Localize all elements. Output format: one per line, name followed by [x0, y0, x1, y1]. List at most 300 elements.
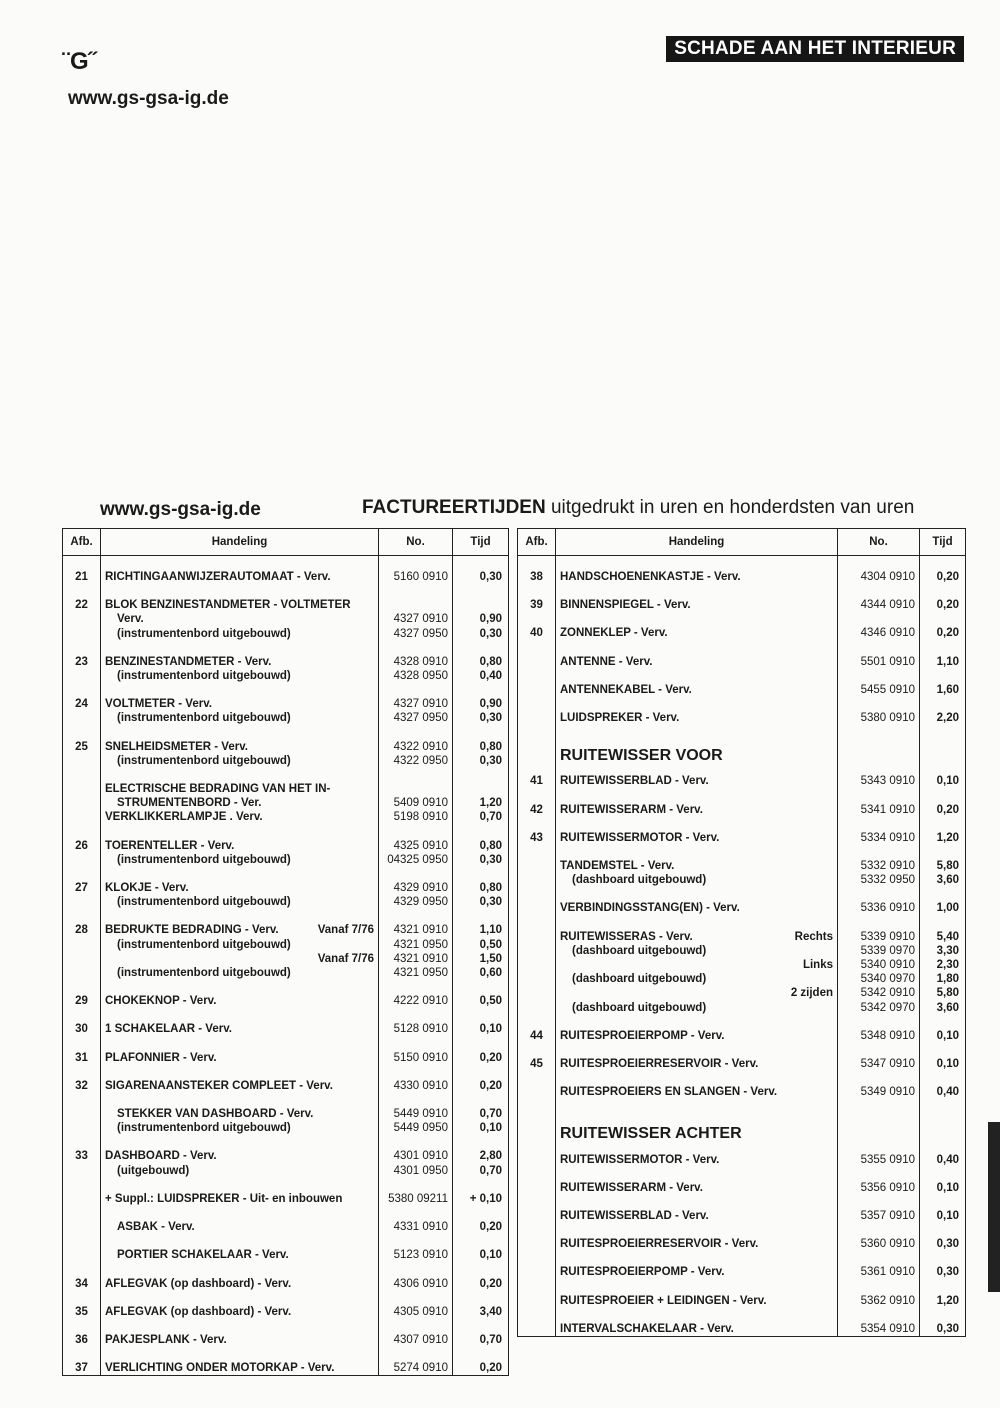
handeling-cell [101, 584, 379, 612]
table-row [518, 697, 966, 725]
handeling-cell [101, 1347, 379, 1376]
handeling-text: LUIDSPREKER - Verv. [560, 712, 680, 725]
handeling-text: (uitgebouwd) [117, 1164, 190, 1177]
handeling-line [560, 711, 833, 725]
handeling-text: (instrumentenbord uitgebouwd) [117, 853, 291, 866]
time-cell: 0,40 [920, 1143, 966, 1167]
afb-cell [518, 1167, 556, 1195]
handeling-cell [556, 641, 838, 669]
section-title: RUITEWISSER ACHTER [560, 1125, 742, 1143]
number-cell: 4325 0910 [379, 825, 453, 853]
number-cell: 5332 0910 [838, 845, 920, 873]
table-row [518, 845, 966, 873]
time-cell: 0,60 [453, 966, 509, 980]
afb-cell [518, 972, 556, 986]
time-cell: 0,20 [920, 556, 966, 585]
handeling-cell [556, 1167, 838, 1195]
table-row [518, 986, 966, 1000]
handeling-cell [101, 966, 379, 980]
afb-cell [63, 895, 101, 909]
time-cell: 0,10 [453, 1008, 509, 1036]
time-cell: 1,60 [920, 669, 966, 697]
handeling-cell [101, 1234, 379, 1262]
handeling-line [560, 1085, 833, 1099]
handeling-text: SIGARENAANSTEKER COMPLEET - Verv. [105, 1079, 333, 1092]
table-row [518, 725, 966, 764]
handeling-line [105, 1220, 374, 1234]
handeling-line [105, 1192, 374, 1206]
section-heading [556, 725, 838, 764]
handeling-note: Vanaf 7/76 [317, 924, 374, 937]
handeling-cell [101, 867, 379, 895]
number-cell: 5342 0910 [838, 986, 920, 1000]
afb-cell [63, 669, 101, 683]
afb-cell: 25 [63, 726, 101, 754]
time-cell: 0,30 [453, 853, 509, 867]
handeling-cell [556, 764, 838, 788]
table-row [63, 1347, 509, 1376]
handeling-line [560, 1181, 833, 1195]
handeling-text: RICHTINGAANWIJZERAUTOMAAT - Verv. [105, 571, 331, 583]
afb-cell: 23 [63, 641, 101, 669]
table-row [518, 887, 966, 915]
table-row [63, 641, 509, 669]
time-cell [920, 725, 966, 764]
number-cell: 5343 0910 [838, 764, 920, 788]
number-cell: 4327 0910 [379, 683, 453, 711]
afb-cell: 45 [518, 1043, 556, 1071]
handeling-line [560, 901, 833, 915]
handeling-cell [101, 1206, 379, 1234]
afb-cell: 29 [63, 980, 101, 1008]
time-cell: 0,40 [920, 1071, 966, 1099]
handeling-line [105, 570, 374, 584]
table-row [63, 1093, 509, 1121]
number-cell: 5339 0910 [838, 916, 920, 944]
handeling-cell [101, 1319, 379, 1347]
handeling-line [105, 1051, 374, 1065]
handeling-line [105, 810, 374, 824]
handeling-line [105, 1079, 374, 1093]
number-cell: 5332 0950 [838, 873, 920, 887]
number-cell: 4346 0910 [838, 612, 920, 640]
handeling-line [105, 1164, 374, 1178]
time-cell: 0,30 [920, 1308, 966, 1337]
time-cell: 3,60 [920, 873, 966, 887]
number-cell: 5409 0910 [379, 796, 453, 810]
table-row [518, 1001, 966, 1015]
afb-cell [518, 873, 556, 887]
table-row [63, 1206, 509, 1234]
handeling-text: PORTIER SCHAKELAAR - Verv. [117, 1249, 289, 1262]
time-cell: 1,50 [453, 952, 509, 966]
afb-cell [518, 1001, 556, 1015]
handeling-text: ASBAK - Verv. [117, 1221, 195, 1234]
handeling-line [560, 598, 833, 612]
table-row [63, 810, 509, 824]
number-cell: 5357 0910 [838, 1195, 920, 1223]
afb-cell: 22 [63, 584, 101, 612]
handeling-text: RUITEWISSERARM - Verv. [560, 1181, 703, 1194]
table-row [63, 1291, 509, 1319]
handeling-cell [101, 1121, 379, 1135]
number-cell: 4327 0950 [379, 711, 453, 725]
number-cell: 4322 0910 [379, 726, 453, 754]
afb-cell: 38 [518, 556, 556, 585]
number-cell: 4222 0910 [379, 980, 453, 1008]
handeling-line [105, 1333, 374, 1347]
handeling-note: Links [802, 959, 833, 972]
handeling-cell [556, 972, 838, 986]
handeling-text: TOERENTELLER - Verv. [105, 839, 235, 852]
number-cell: 5334 0910 [838, 817, 920, 845]
handeling-cell [101, 810, 379, 824]
afb-cell: 28 [63, 909, 101, 937]
handeling-line [105, 697, 374, 711]
time-cell: 0,50 [453, 980, 509, 1008]
time-cell: 0,10 [920, 1167, 966, 1195]
afb-cell [63, 768, 101, 796]
handeling-line [560, 626, 833, 640]
table-row [518, 764, 966, 788]
handeling-text: (dashboard uitgebouwd) [572, 944, 707, 957]
handeling-text: VERKLIKKERLAMPJE . Verv. [105, 811, 263, 824]
handeling-text: RUITESPROEIER + LEIDINGEN - Verv. [560, 1294, 767, 1307]
afb-cell: 31 [63, 1037, 101, 1065]
handeling-cell [101, 825, 379, 853]
afb-cell: 33 [63, 1135, 101, 1163]
table-row [63, 1135, 509, 1163]
handeling-text: RUITESPROEIERRESERVOIR - Verv. [560, 1058, 759, 1071]
handeling-text: ZONNEKLEP - Verv. [560, 627, 668, 640]
handeling-text: + Suppl.: LUIDSPREKER - Uit- en inbouwen [105, 1192, 343, 1205]
handeling-line [105, 994, 374, 1008]
table-row [63, 1164, 509, 1178]
handeling-text: RUITEWISSERARM - Verv. [560, 803, 703, 816]
time-cell: 5,80 [920, 845, 966, 873]
time-cell: 0,90 [453, 612, 509, 626]
number-cell: 4328 0910 [379, 641, 453, 669]
table-row [518, 1195, 966, 1223]
time-cell: 0,20 [453, 1263, 509, 1291]
afb-cell [63, 952, 101, 966]
handeling-text: (instrumentenbord uitgebouwd) [117, 938, 291, 951]
number-cell: 5380 0910 [838, 697, 920, 725]
handeling-cell [556, 1001, 838, 1015]
number-cell: 4330 0910 [379, 1065, 453, 1093]
afb-cell: 41 [518, 764, 556, 788]
number-cell [379, 584, 453, 612]
table-row [63, 796, 509, 810]
handeling-text: RUITESPROEIERPOMP - Verv. [560, 1266, 725, 1279]
handeling-cell [556, 1280, 838, 1308]
handeling-cell [101, 853, 379, 867]
handeling-cell [101, 1008, 379, 1036]
handeling-text: (instrumentenbord uitgebouwd) [117, 1122, 291, 1135]
handeling-text: BEDRUKTE BEDRADING - Verv. [105, 924, 279, 937]
table-row [63, 683, 509, 711]
time-cell: 1,10 [920, 641, 966, 669]
number-cell: 4327 0910 [379, 612, 453, 626]
handeling-line [105, 1305, 374, 1319]
number-cell: 5340 0970 [838, 972, 920, 986]
handeling-text: KLOKJE - Verv. [105, 882, 189, 895]
table-row [63, 1065, 509, 1093]
time-cell: 0,10 [920, 1195, 966, 1223]
table-row [63, 711, 509, 725]
handeling-cell [101, 909, 379, 937]
col-afb: Afb. [518, 529, 556, 556]
number-cell: 5347 0910 [838, 1043, 920, 1071]
afb-cell [518, 1099, 556, 1142]
handeling-text: (instrumentenbord uitgebouwd) [117, 627, 291, 640]
handeling-text: (dashboard uitgebouwd) [572, 874, 707, 887]
number-cell: 5360 0910 [838, 1223, 920, 1251]
afb-cell [63, 1234, 101, 1262]
table-row [63, 1037, 509, 1065]
handeling-line [105, 711, 374, 725]
time-cell: 0,80 [453, 726, 509, 754]
handeling-cell [101, 796, 379, 810]
section-title: RUITEWISSER VOOR [560, 747, 723, 765]
handeling-text: AFLEGVAK (op dashboard) - Verv. [105, 1277, 292, 1290]
handeling-line [105, 612, 374, 626]
table-row [63, 825, 509, 853]
handeling-cell [101, 1291, 379, 1319]
afb-cell: 37 [63, 1347, 101, 1376]
handeling-cell [556, 669, 838, 697]
number-cell: 4328 0950 [379, 669, 453, 683]
table-row [63, 952, 509, 966]
handeling-line [560, 1322, 833, 1336]
afb-cell [518, 916, 556, 944]
number-cell: 4329 0910 [379, 867, 453, 895]
table-row [63, 867, 509, 895]
afb-cell [518, 1071, 556, 1099]
afb-cell [518, 1143, 556, 1167]
time-cell: 2,80 [453, 1135, 509, 1163]
handeling-cell [556, 1251, 838, 1279]
number-cell: 5274 0910 [379, 1347, 453, 1376]
number-cell: 4304 0910 [838, 556, 920, 585]
handeling-text: VOLTMETER - Verv. [105, 698, 212, 711]
handeling-line [560, 803, 833, 817]
afb-cell: 35 [63, 1291, 101, 1319]
time-cell: 3,30 [920, 944, 966, 958]
time-cell: 0,30 [453, 754, 509, 768]
handeling-cell [101, 641, 379, 669]
right-table [517, 528, 966, 1337]
number-cell: 5455 0910 [838, 669, 920, 697]
table-row [63, 966, 509, 980]
table-row [518, 789, 966, 817]
afb-cell: 36 [63, 1319, 101, 1347]
afb-cell [518, 1251, 556, 1279]
table-row [63, 584, 509, 612]
number-cell [838, 725, 920, 764]
handeling-cell [556, 817, 838, 845]
afb-cell [63, 1164, 101, 1178]
handeling-cell [101, 1178, 379, 1206]
afb-cell: 42 [518, 789, 556, 817]
number-cell: 4321 0950 [379, 966, 453, 980]
time-cell [453, 768, 509, 796]
logo-g: ¨G˝ [62, 48, 97, 75]
time-cell: 0,40 [453, 669, 509, 683]
number-cell: 4301 0910 [379, 1135, 453, 1163]
handeling-line [560, 1237, 833, 1251]
handeling-cell [101, 1263, 379, 1291]
handeling-text: Verv. [117, 613, 144, 626]
time-cell: 5,80 [920, 986, 966, 1000]
time-cell: 1,20 [453, 796, 509, 810]
table-row [63, 669, 509, 683]
table-row [63, 726, 509, 754]
table-row [63, 1008, 509, 1036]
handeling-text: (instrumentenbord uitgebouwd) [117, 967, 291, 980]
handeling-note: 2 zijden [790, 987, 833, 1000]
handeling-line [560, 1001, 833, 1015]
table-row [518, 1043, 966, 1071]
afb-cell: 21 [63, 556, 101, 585]
afb-cell [63, 966, 101, 980]
handeling-cell [556, 845, 838, 873]
handeling-cell [101, 556, 379, 585]
handeling-line [105, 740, 374, 754]
col-handeling: Handeling [101, 529, 379, 556]
handeling-line [105, 966, 374, 980]
handeling-line [560, 958, 833, 972]
time-cell: 3,60 [920, 1001, 966, 1015]
handeling-cell [556, 697, 838, 725]
time-cell: 0,80 [453, 825, 509, 853]
table-caption [362, 497, 914, 519]
number-cell: 5361 0910 [838, 1251, 920, 1279]
time-cell: 0,20 [920, 789, 966, 817]
handeling-line [560, 859, 833, 873]
handeling-cell [556, 887, 838, 915]
table-row [518, 1015, 966, 1043]
handeling-line [105, 655, 374, 669]
time-cell: 0,10 [920, 1015, 966, 1043]
number-cell: 5348 0910 [838, 1015, 920, 1043]
time-cell: 3,40 [453, 1291, 509, 1319]
handeling-line [105, 669, 374, 683]
time-cell: + 0,10 [453, 1178, 509, 1206]
time-cell: 0,70 [453, 1093, 509, 1121]
handeling-text: RUITEWISSERMOTOR - Verv. [560, 1153, 720, 1166]
number-cell: 5123 0910 [379, 1234, 453, 1262]
website-link-caption: www.gs-gsa-ig.de [100, 499, 261, 520]
time-cell: 0,30 [453, 556, 509, 585]
handeling-text: ANTENNE - Verv. [560, 655, 653, 668]
handeling-line [105, 923, 374, 937]
handeling-text: (instrumentenbord uitgebouwd) [117, 754, 291, 767]
handeling-text: STRUMENTENBORD - Ver. [117, 797, 262, 810]
section-banner: SCHADE AAN HET INTERIEUR [666, 36, 964, 62]
table-row [518, 669, 966, 697]
time-cell: 0,20 [453, 1206, 509, 1234]
time-cell [453, 584, 509, 612]
handeling-cell [101, 938, 379, 952]
time-cell: 0,70 [453, 1164, 509, 1178]
afb-cell: 39 [518, 584, 556, 612]
handeling-cell [101, 754, 379, 768]
number-cell: 5340 0910 [838, 958, 920, 972]
number-cell: 5380 09211 [379, 1178, 453, 1206]
time-cell: 0,30 [453, 627, 509, 641]
handeling-cell [101, 726, 379, 754]
handeling-cell [101, 1164, 379, 1178]
table-row [63, 1234, 509, 1262]
handeling-text: VERBINDINGSSTANG(EN) - Verv. [560, 902, 740, 915]
afb-cell [63, 1121, 101, 1135]
number-cell: 4329 0950 [379, 895, 453, 909]
afb-cell [518, 1280, 556, 1308]
afb-cell [518, 944, 556, 958]
number-cell: 4327 0950 [379, 627, 453, 641]
table-row [518, 1099, 966, 1142]
handeling-cell [101, 669, 379, 683]
time-cell: 2,30 [920, 958, 966, 972]
handeling-note: Rechts [794, 930, 833, 943]
handeling-cell [101, 612, 379, 626]
handeling-text: (instrumentenbord uitgebouwd) [117, 712, 291, 725]
handeling-text: TANDEMSTEL - Verv. [560, 860, 675, 873]
afb-cell [518, 669, 556, 697]
table-row [63, 1263, 509, 1291]
table-row [518, 916, 966, 944]
number-cell: 5449 0950 [379, 1121, 453, 1135]
afb-cell [518, 697, 556, 725]
afb-cell [63, 1178, 101, 1206]
handeling-line [560, 972, 833, 986]
afb-cell [518, 887, 556, 915]
handeling-cell [556, 1223, 838, 1251]
table-row [518, 584, 966, 612]
col-no: No. [379, 529, 453, 556]
number-cell [838, 1099, 920, 1142]
handeling-text: RUITESPROEIERS EN SLANGEN - Verv. [560, 1086, 778, 1099]
table-row [518, 944, 966, 958]
time-cell: 0,90 [453, 683, 509, 711]
time-cell: 1,10 [453, 909, 509, 937]
time-cell: 0,10 [920, 764, 966, 788]
handeling-text: HANDSCHOENENKASTJE - Verv. [560, 571, 741, 583]
handeling-line [560, 930, 833, 944]
handeling-line [105, 895, 374, 909]
time-cell: 0,20 [453, 1347, 509, 1376]
afb-cell [518, 1308, 556, 1337]
handeling-line [560, 831, 833, 845]
handeling-cell [556, 916, 838, 944]
number-cell: 4305 0910 [379, 1291, 453, 1319]
number-cell: 5341 0910 [838, 789, 920, 817]
number-cell: 4307 0910 [379, 1319, 453, 1347]
handeling-line [105, 1277, 374, 1291]
handeling-cell [101, 711, 379, 725]
handeling-cell [101, 627, 379, 641]
time-cell: 0,80 [453, 641, 509, 669]
afb-cell [63, 1206, 101, 1234]
afb-cell [63, 938, 101, 952]
table-row [63, 909, 509, 937]
handeling-line [560, 1209, 833, 1223]
handeling-line [105, 1107, 374, 1121]
website-link: www.gs-gsa-ig.de [68, 88, 229, 109]
handeling-text: BLOK BENZINESTANDMETER - VOLTMETER [105, 599, 351, 612]
afb-cell: 26 [63, 825, 101, 853]
